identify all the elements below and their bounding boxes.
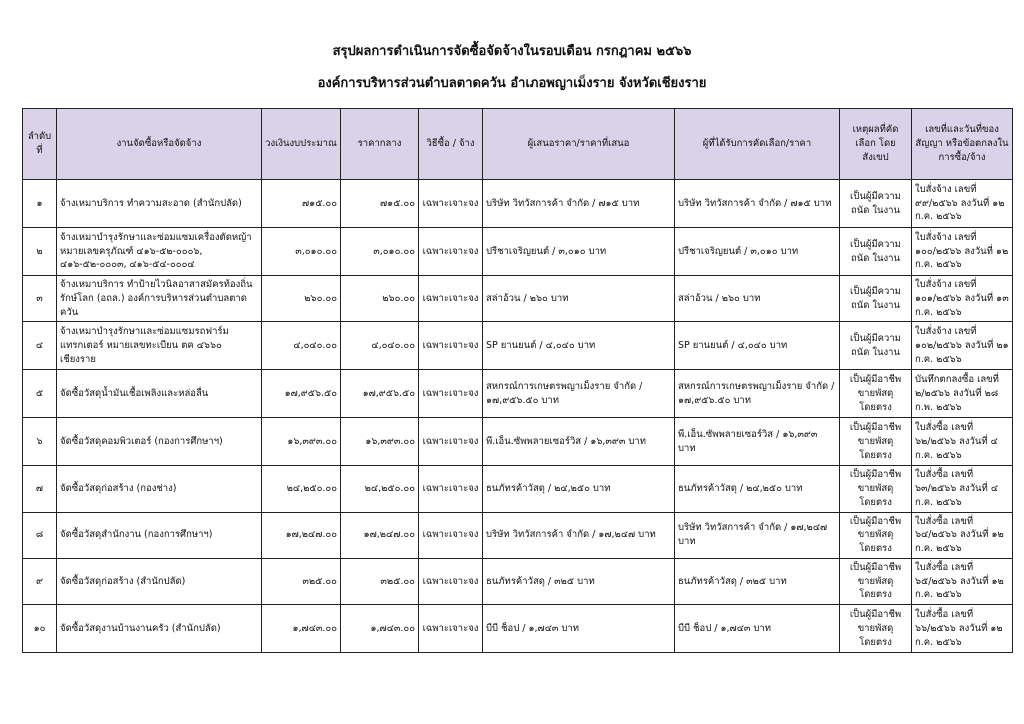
cell-budget: ๑๖,๓๙๓.๐๐ (262, 418, 341, 466)
table-row (23, 512, 1013, 558)
cell-budget: ๒๔,๒๕๐.๐๐ (262, 466, 341, 512)
cell-work: จ้างเหมาบริการ ทำป้ายไวนิลอาสาสมัครท้องถิ่น รักษ์โลก (อถล.) องค์การบริหารส่วนตำบลตาดควัน (57, 276, 262, 322)
cell-method: เฉพาะเจาะจง (419, 276, 483, 322)
table-row (23, 322, 1013, 370)
cell-selected: ปรีชาเจริญยนต์ / ๓,๐๑๐ บาท (675, 228, 840, 276)
cell-no: ๑๐ (23, 605, 57, 653)
cell-reason: เป็นผู้มีอาชีพ ขายพัสดุโดยตรง (840, 512, 912, 558)
cell-reason: เป็นผู้มีอาชีพ ขายพัสดุโดยตรง (840, 605, 912, 653)
cell-method: เฉพาะเจาะจง (419, 512, 483, 558)
cell-bidder: บริษัท วิทวัสการค้า จำกัด / ๗๑๕ บาท (483, 180, 675, 228)
document-title: สรุปผลการดำเนินการจัดซื้อจัดจ้างในรอบเดือน กรกฎาคม ๒๕๖๖ (332, 44, 692, 59)
cell-no: ๔ (23, 322, 57, 370)
header-selected: ผู้ที่ได้รับการคัดเลือก/ราคา (675, 109, 840, 180)
cell-median-price: ๒๖๐.๐๐ (341, 276, 419, 322)
cell-no: ๖ (23, 418, 57, 466)
cell-reason: เป็นผู้มีความถนัด ในงาน (840, 228, 912, 276)
cell-budget: ๑,๗๔๓.๐๐ (262, 605, 341, 653)
cell-no: ๑ (23, 180, 57, 228)
cell-selected: บีบี ช็อป / ๑,๗๔๓ บาท (675, 605, 840, 653)
cell-contract: บันทึกตกลงซื้อ เลขที่ ๒/๒๕๖๖ ลงวันที่ ๒๘ ก.พ. ๒๕๖๖ (912, 370, 1013, 418)
table-row (23, 180, 1013, 228)
cell-no: ๘ (23, 512, 57, 558)
header-reason: เหตุผลที่คัดเลือก โดยสังเขป (840, 109, 912, 180)
table-body (23, 180, 1013, 653)
table-row (23, 228, 1013, 276)
cell-median-price: ๓,๐๑๐.๐๐ (341, 228, 419, 276)
cell-bidder: ธนภัทรค้าวัสดุ / ๒๔,๒๕๐ บาท (483, 466, 675, 512)
cell-median-price: ๑๗,๙๕๖.๕๐ (341, 370, 419, 418)
cell-selected: SP ยานยนต์ / ๔,๐๔๐ บาท (675, 322, 840, 370)
cell-reason: เป็นผู้มีความถนัด ในงาน (840, 180, 912, 228)
cell-bidder: สหกรณ์การเกษตรพญาเม็งราย จำกัด / ๑๗,๙๕๖.๕๐ บาท (483, 370, 675, 418)
cell-median-price: ๑๖,๓๙๓.๐๐ (341, 418, 419, 466)
cell-method: เฉพาะเจาะจง (419, 322, 483, 370)
cell-no: ๓ (23, 276, 57, 322)
cell-contract: ใบสั่งจ้าง เลขที่ ๑๐๒/๒๕๖๖ ลงวันที่ ๒๑ ก.ค. ๒๕๖๖ (912, 322, 1013, 370)
cell-work: จัดซื้อวัสดุคอมพิวเตอร์ (กองการศึกษาฯ) (57, 418, 262, 466)
table-row (23, 558, 1013, 604)
cell-method: เฉพาะเจาะจง (419, 558, 483, 604)
cell-median-price: ๑๗,๒๔๗.๐๐ (341, 512, 419, 558)
cell-budget: ๗๑๕.๐๐ (262, 180, 341, 228)
cell-work: จัดซื้อวัสดุก่อสร้าง (กองช่าง) (57, 466, 262, 512)
cell-contract: ใบสั่งซื้อ เลขที่ ๖๖/๒๕๖๖ ลงวันที่ ๑๒ ก.ค. ๒๕๖๖ (912, 605, 1013, 653)
table-row (23, 276, 1013, 322)
header-budget: วงเงินงบประมาณ (262, 109, 341, 180)
procurement-table (22, 108, 1013, 653)
cell-work: จัดซื้อวัสดุสำนักงาน (กองการศึกษาฯ) (57, 512, 262, 558)
organization-title: องค์การบริหารส่วนตำบลตาดควัน อำเภอพญาเม็งราย จังหวัดเชียงราย (317, 76, 707, 91)
cell-budget: ๑๗,๙๕๖.๕๐ (262, 370, 341, 418)
header-contract: เลขที่และวันที่ของสัญญา หรือข้อตกลงในการซื้อ/จ้าง (912, 109, 1013, 180)
header-work: งานจัดซื้อหรือจัดจ้าง (57, 109, 262, 180)
cell-contract: ใบสั่งจ้าง เลขที่ ๙๙/๒๕๖๖ ลงวันที่ ๑๒ ก.ค. ๒๕๖๖ (912, 180, 1013, 228)
cell-budget: ๓,๐๑๐.๐๐ (262, 228, 341, 276)
header-no: ลำดับที่ (23, 109, 57, 180)
header-bidder: ผู้เสนอราคา/ราคาที่เสนอ (483, 109, 675, 180)
cell-reason: เป็นผู้มีความถนัด ในงาน (840, 322, 912, 370)
cell-reason: เป็นผู้มีอาชีพ ขายพัสดุโดยตรง (840, 418, 912, 466)
cell-median-price: ๑,๗๔๓.๐๐ (341, 605, 419, 653)
cell-bidder: SP ยานยนต์ / ๔,๐๔๐ บาท (483, 322, 675, 370)
header-method: วิธีซื้อ / จ้าง (419, 109, 483, 180)
cell-method: เฉพาะเจาะจง (419, 605, 483, 653)
cell-method: เฉพาะเจาะจง (419, 418, 483, 466)
cell-bidder: สล่าอ้วน / ๒๖๐ บาท (483, 276, 675, 322)
cell-median-price: ๗๑๕.๐๐ (341, 180, 419, 228)
header-median-price: ราคากลาง (341, 109, 419, 180)
cell-contract: ใบสั่งจ้าง เลขที่ ๑๐๑/๒๕๖๖ ลงวันที่ ๑๓ ก.ค. ๒๕๖๖ (912, 276, 1013, 322)
cell-work: จัดซื้อวัสดุน้ำมันเชื้อเพลิงและหล่อลื่น (57, 370, 262, 418)
cell-selected: พี.เอ็น.ซัพพลายเซอร์วิส / ๑๖,๓๙๓ บาท (675, 418, 840, 466)
cell-median-price: ๒๔,๒๕๐.๐๐ (341, 466, 419, 512)
cell-contract: ใบสั่งซื้อ เลขที่ ๖๕/๒๕๖๖ ลงวันที่ ๑๒ ก.ค. ๒๕๖๖ (912, 558, 1013, 604)
cell-method: เฉพาะเจาะจง (419, 370, 483, 418)
cell-selected: บริษัท วิทวัสการค้า จำกัด / ๗๑๕ บาท (675, 180, 840, 228)
cell-bidder: พี.เอ็น.ซัพพลายเซอร์วิส / ๑๖,๓๙๓ บาท (483, 418, 675, 466)
cell-contract: ใบสั่งจ้าง เลขที่ ๑๐๐/๒๕๖๖ ลงวันที่ ๑๒ ก.ค. ๒๕๖๖ (912, 228, 1013, 276)
cell-work: จ้างเหมาบำรุงรักษาและซ่อมแซมเครื่องตัดหญ้า หมายเลขครุภัณฑ์ ๔๑๖-๕๒-๐๐๐๖, ๔๑๖-๕๒-๐๐๐๓, ๔๑๖-๕๔-๐๐๐๔ (57, 228, 262, 276)
table-row (23, 418, 1013, 466)
cell-reason: เป็นผู้มีอาชีพ ขายพัสดุโดยตรง (840, 370, 912, 418)
cell-method: เฉพาะเจาะจง (419, 466, 483, 512)
cell-method: เฉพาะเจาะจง (419, 180, 483, 228)
table-row (23, 370, 1013, 418)
cell-no: ๒ (23, 228, 57, 276)
cell-reason: เป็นผู้มีความถนัด ในงาน (840, 276, 912, 322)
cell-bidder: บริษัท วิทวัสการค้า จำกัด / ๑๗,๒๔๗ บาท (483, 512, 675, 558)
cell-contract: ใบสั่งซื้อ เลขที่ ๖๓/๒๕๖๖ ลงวันที่ ๔ ก.ค. ๒๕๖๖ (912, 466, 1013, 512)
cell-reason: เป็นผู้มีอาชีพ ขายพัสดุโดยตรง (840, 466, 912, 512)
cell-contract: ใบสั่งซื้อ เลขที่ ๖๔/๒๕๖๖ ลงวันที่ ๑๒ ก.ค. ๒๕๖๖ (912, 512, 1013, 558)
cell-bidder: บีบี ช็อป / ๑,๗๔๓ บาท (483, 605, 675, 653)
cell-budget: ๒๖๐.๐๐ (262, 276, 341, 322)
cell-budget: ๑๗,๒๔๗.๐๐ (262, 512, 341, 558)
cell-selected: ธนภัทรค้าวัสดุ / ๒๔,๒๕๐ บาท (675, 466, 840, 512)
cell-median-price: ๓๒๕.๐๐ (341, 558, 419, 604)
table-header-row (23, 109, 1013, 180)
cell-budget: ๔,๐๔๐.๐๐ (262, 322, 341, 370)
cell-method: เฉพาะเจาะจง (419, 228, 483, 276)
cell-selected: บริษัท วิทวัสการค้า จำกัด / ๑๗,๒๔๗ บาท (675, 512, 840, 558)
cell-work: จ้างเหมาบำรุงรักษาและซ่อมแซมรถฟาร์ม แทรกเตอร์ หมายเลขทะเบียน ตค ๔๖๖๐ เชียงราย (57, 322, 262, 370)
table-row (23, 466, 1013, 512)
cell-reason: เป็นผู้มีอาชีพ ขายพัสดุโดยตรง (840, 558, 912, 604)
cell-work: จัดซื้อวัสดุก่อสร้าง (สำนักปลัด) (57, 558, 262, 604)
cell-selected: สหกรณ์การเกษตรพญาเม็งราย จำกัด / ๑๗,๙๕๖.๕๐ บาท (675, 370, 840, 418)
cell-work: จ้างเหมาบริการ ทำความสะอาด (สำนักปลัด) (57, 180, 262, 228)
cell-no: ๕ (23, 370, 57, 418)
cell-work: จัดซื้อวัสดุงานบ้านงานครัว (สำนักปลัด) (57, 605, 262, 653)
cell-selected: ธนภัทรค้าวัสดุ / ๓๒๕ บาท (675, 558, 840, 604)
cell-budget: ๓๒๕.๐๐ (262, 558, 341, 604)
cell-bidder: ธนภัทรค้าวัสดุ / ๓๒๕ บาท (483, 558, 675, 604)
cell-no: ๙ (23, 558, 57, 604)
cell-bidder: ปรีชาเจริญยนต์ / ๓,๐๑๐ บาท (483, 228, 675, 276)
cell-median-price: ๔,๐๔๐.๐๐ (341, 322, 419, 370)
cell-no: ๗ (23, 466, 57, 512)
cell-contract: ใบสั่งซื้อ เลขที่ ๖๒/๒๕๖๖ ลงวันที่ ๔ ก.ค. ๒๕๖๖ (912, 418, 1013, 466)
cell-selected: สล่าอ้วน / ๒๖๐ บาท (675, 276, 840, 322)
table-row (23, 605, 1013, 653)
